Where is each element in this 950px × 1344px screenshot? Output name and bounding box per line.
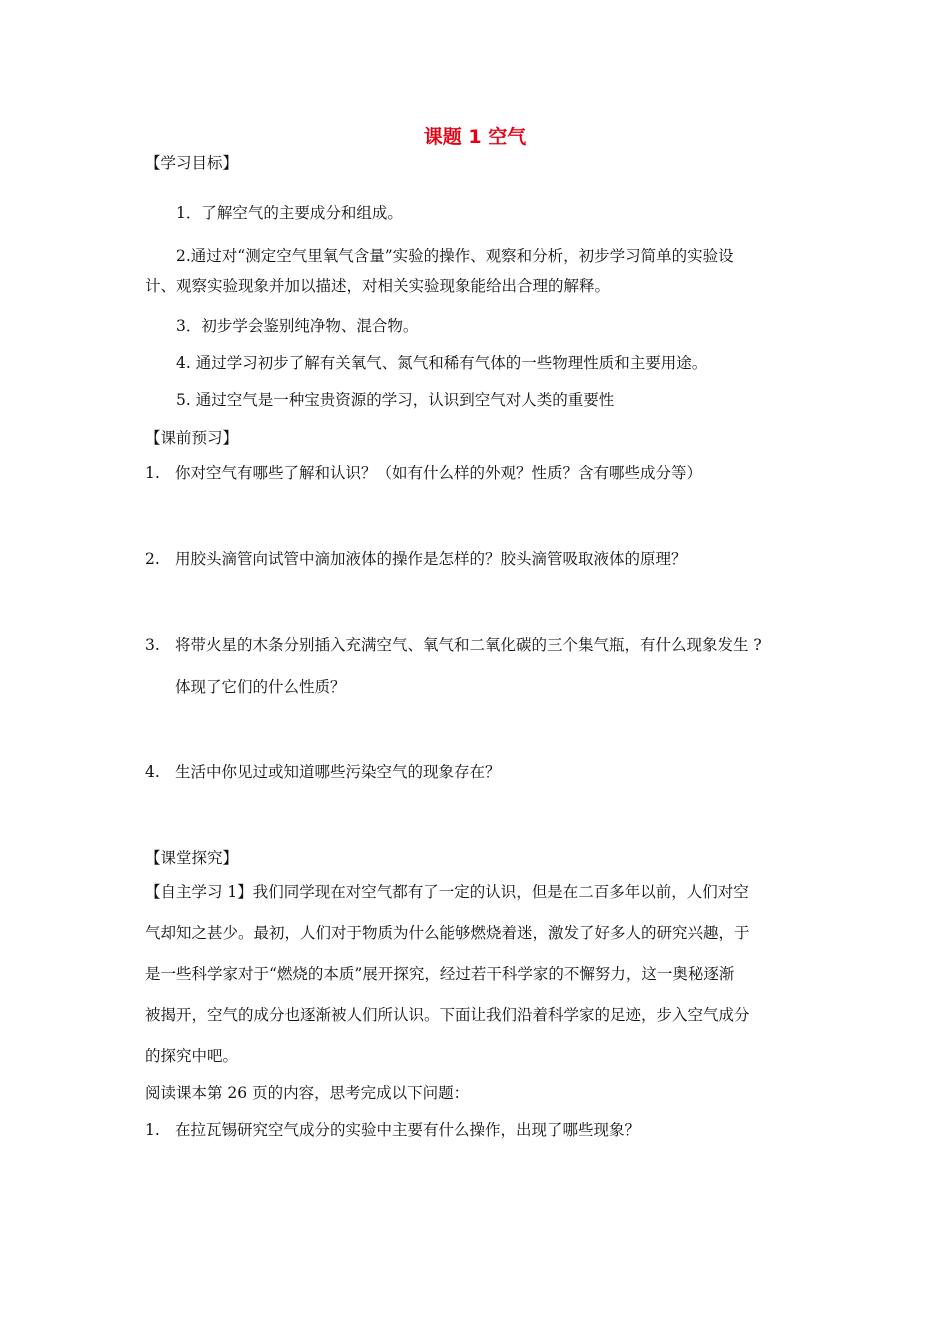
page-title: 课题 1 空气: [423, 126, 527, 148]
reading-instruction: 阅读课本第 26 页的内容，思考完成以下问题：: [145, 1084, 470, 1102]
question-text: 用胶头滴管向试管中滴加液体的操作是怎样的？胶头滴管吸取液体的原理？: [175, 550, 687, 568]
explore-paragraph-line-4: 被揭开，空气的成分也逐渐被人们所认识。下面让我们沿着科学家的足迹，步入空气成分: [145, 1006, 750, 1024]
question-text: 你对空气有哪些了解和认识？（如有什么样的外观？性质？含有哪些成分等）: [175, 464, 703, 482]
objective-5: 5. 通过空气是一种宝贵资源的学习，认识到空气对人类的重要性: [176, 391, 615, 409]
question-number: 4.: [145, 763, 160, 781]
preview-question-3-cont: 体现了它们的什么性质？: [175, 678, 346, 696]
question-text: 将带火星的木条分别插入充满空气、氧气和二氧化碳的三个集气瓶，有什么现象发生 ?: [175, 636, 762, 654]
question-text: 在拉瓦锡研究空气成分的实验中主要有什么操作，出现了哪些现象？: [175, 1121, 641, 1139]
explore-question-1: [145, 1120, 640, 1140]
explore-paragraph-line-5: 的探究中吧。: [145, 1047, 239, 1065]
explore-paragraph-line-2: 气却知之甚少。最初，人们对于物质为什么能够燃烧着迷，激发了好多人的研究兴趣，于: [145, 924, 750, 942]
explore-paragraph-line-3: 是一些科学家对于“燃烧的本质”展开探究，经过若干科学家的不懈努力，这一奥秘逐渐: [145, 965, 735, 983]
question-number: 3.: [145, 636, 160, 654]
preview-question-3: [145, 635, 762, 655]
question-number: 1.: [145, 1121, 160, 1139]
objective-1: 1．了解空气的主要成分和组成。: [176, 204, 403, 222]
question-number: 2.: [145, 550, 160, 568]
preview-question-4: [145, 762, 501, 782]
preview-question-2: [145, 549, 687, 569]
preview-heading: 【课前预习】: [145, 429, 239, 447]
explore-paragraph-line-1: 【自主学习 1】我们同学现在对空气都有了一定的认识，但是在二百多年以前，人们对空: [145, 883, 749, 901]
preview-question-1: [145, 463, 702, 483]
objective-4: 4. 通过学习初步了解有关氧气、氮气和稀有气体的一些物理性质和主要用途。: [176, 354, 708, 372]
question-number: 1.: [145, 464, 160, 482]
objective-3: 3．初步学会鉴别纯净物、混合物。: [176, 317, 419, 335]
question-text: 生活中你见过或知道哪些污染空气的现象存在？: [175, 763, 501, 781]
objectives-heading: 【学习目标】: [145, 154, 239, 172]
objective-2-cont: 计、观察实验现象并加以描述，对相关实验现象能给出合理的解释。: [145, 277, 611, 295]
objective-2: 2.通过对“测定空气里氧气含量”实验的操作、观察和分析，初步学习简单的实验设: [176, 247, 734, 265]
explore-heading: 【课堂探究】: [145, 849, 239, 867]
